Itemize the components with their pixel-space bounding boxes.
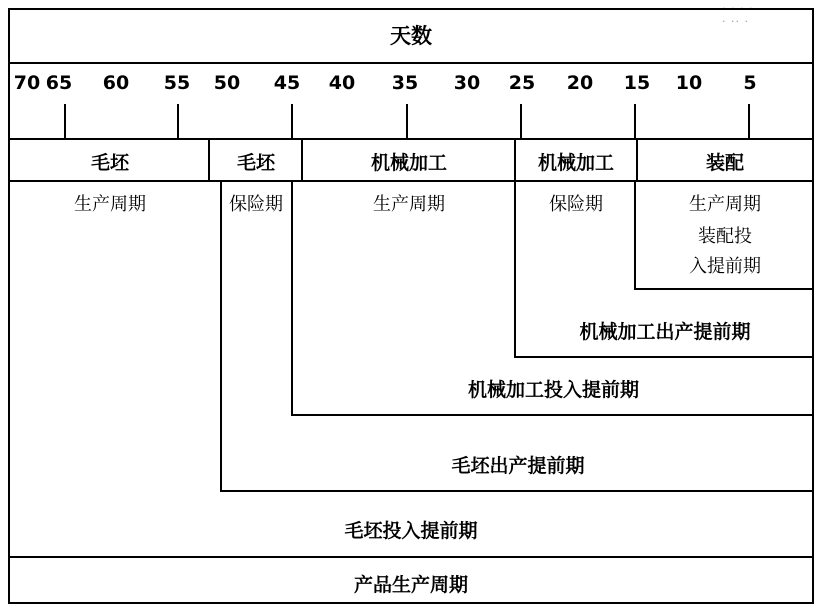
assembly-lead-line-2: 入提前期 <box>689 256 761 277</box>
tick-mark-5 <box>748 104 750 138</box>
band-label-mech-input-lead: 机械加工投入提前期 <box>467 379 639 401</box>
assembly-lead-bottom <box>634 288 814 290</box>
tick-mark-45 <box>291 104 293 138</box>
diagram-frame <box>8 8 814 604</box>
tick-label-55: 55 <box>163 72 191 94</box>
scan-artifact-line-1: · · · · <box>722 2 754 15</box>
tick-mark-35 <box>406 104 408 138</box>
tick-mark-15 <box>634 104 636 138</box>
tick-mark-25 <box>520 104 522 138</box>
stage-row-divider <box>8 180 814 182</box>
stage-divider-1 <box>208 138 210 180</box>
tick-label-70: 70 <box>13 72 41 94</box>
assembly-lead-line-1: 装配投 <box>698 226 752 247</box>
tick-label-20: 20 <box>566 72 594 94</box>
band-divider-blank-input-lead <box>8 556 814 558</box>
title-row-divider <box>8 62 814 64</box>
stage-divider-3 <box>514 138 516 180</box>
band-divider-mech-input-lead <box>291 414 814 416</box>
band-label-blank-input-lead: 毛坯投入提前期 <box>344 520 478 542</box>
tick-label-60: 60 <box>102 72 130 94</box>
band-label-mech-output-lead: 机械加工出产提前期 <box>579 321 751 343</box>
stage-divider-4 <box>636 138 638 180</box>
scan-artifact-line-2: · ·· · <box>722 15 749 28</box>
tick-label-5: 5 <box>743 72 757 94</box>
tick-label-10: 10 <box>675 72 703 94</box>
band-divider-mech-output-lead <box>514 356 814 358</box>
axis-baseline <box>8 138 814 140</box>
tick-label-30: 30 <box>453 72 481 94</box>
tick-label-65: 65 <box>45 72 73 94</box>
band-label-product-cycle: 产品生产周期 <box>353 574 468 596</box>
assembly-lead-left-edge <box>634 180 636 290</box>
stage-label-4: 机械加工 <box>537 152 614 174</box>
tick-label-35: 35 <box>391 72 419 94</box>
period-label-3: 生产周期 <box>373 194 445 215</box>
stage-label-3: 机械加工 <box>370 152 447 174</box>
tick-label-40: 40 <box>328 72 356 94</box>
blank-output-lead-left-edge <box>220 180 222 490</box>
tick-label-50: 50 <box>213 72 241 94</box>
band-label-blank-output-lead: 毛坯出产提前期 <box>451 455 585 477</box>
tick-label-45: 45 <box>273 72 301 94</box>
tick-label-15: 15 <box>623 72 651 94</box>
stage-label-2: 毛坯 <box>236 152 275 174</box>
stage-label-1: 毛坯 <box>90 152 129 174</box>
period-label-1: 生产周期 <box>74 194 146 215</box>
period-label-2: 保险期 <box>229 194 283 215</box>
band-divider-blank-output-lead <box>220 490 814 492</box>
tick-mark-55 <box>177 104 179 138</box>
tick-mark-65 <box>64 104 66 138</box>
period-label-5: 生产周期 <box>689 194 761 215</box>
tick-label-25: 25 <box>508 72 536 94</box>
stage-label-5: 装配 <box>705 152 744 174</box>
chart-title: 天数 <box>390 24 432 48</box>
period-label-4: 保险期 <box>549 194 603 215</box>
stage-divider-2 <box>301 138 303 180</box>
